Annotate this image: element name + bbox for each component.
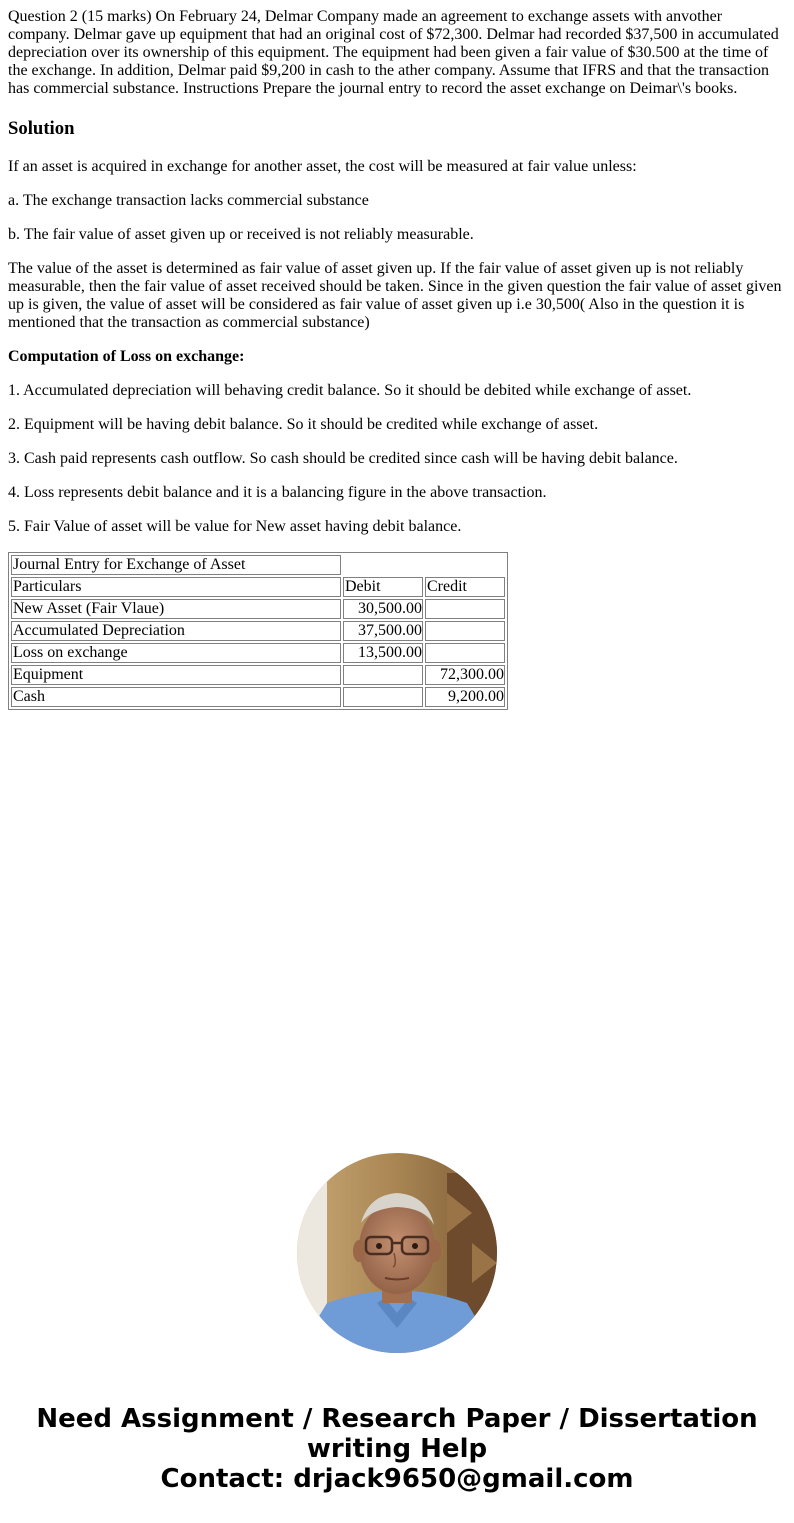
table-row	[11, 687, 505, 707]
table-header-row	[11, 577, 505, 597]
point-4: 4. Loss represents debit balance and it is a balancing figure in the above transaction.	[8, 484, 547, 501]
table-title: Journal Entry for Exchange of Asset	[11, 555, 341, 575]
point-3: 3. Cash paid represents cash outflow. So cash should be credited since cash will be having debit balance.	[8, 450, 678, 467]
promo-line-1: Need Assignment / Research Paper / Dissertation	[36, 1404, 758, 1434]
point-1: 1. Accumulated depreciation will behaving credit balance. So it should be debited while exchange of asset.	[8, 382, 692, 399]
credit-cell	[425, 621, 505, 641]
journal-entry-table	[8, 552, 508, 710]
particulars-cell: Equipment	[11, 665, 341, 685]
avatar	[297, 1153, 497, 1353]
solution-heading: Solution	[8, 118, 75, 139]
intro-text: If an asset is acquired in exchange for another asset, the cost will be measured at fair value unless:	[8, 158, 637, 175]
document-body	[8, 8, 786, 710]
table-row	[11, 665, 505, 685]
computation-heading: Computation of Loss on exchange:	[8, 348, 245, 365]
header-particulars: Particulars	[11, 577, 341, 597]
particulars-cell: Cash	[11, 687, 341, 707]
credit-cell	[425, 599, 505, 619]
debit-cell: 37,500.00	[343, 621, 423, 641]
promo-contact: Contact: drjack9650@gmail.com	[160, 1464, 634, 1494]
credit-cell	[425, 643, 505, 663]
table-row	[11, 621, 505, 641]
debit-cell	[343, 665, 423, 685]
question-text: Question 2 (15 marks) On February 24, Delmar Company made an agreement to exchange assets with anvother company. Delmar gave up equipment that had an original cost of $72,300. Delmar had recorded $37,500 in accumulated depreciation over its ownership of this equipment. The equipment had been given a fair value of $30.500 at the time of the exchange. In addition, Delmar paid $9,200 in cash to the ather company. Assume that IFRS and that the transaction has commercial substance. Instructions Prepare the journal entry to record the asset exchange on Deimar\'s books.	[8, 8, 779, 97]
condition-a: a. The exchange transaction lacks commercial substance	[8, 192, 369, 209]
promo-banner	[0, 1404, 794, 1494]
debit-cell	[343, 687, 423, 707]
particulars-cell: Accumulated Depreciation	[11, 621, 341, 641]
explanation-text: The value of the asset is determined as fair value of asset given up. If the fair value of asset given up is not reliably measurable, then the fair value of asset received should be taken. Since in the given question the fair value of asset given up is given, the value of asset will be considered as fair value of asset given up i.e 30,500( Also in the question it is mentioned that the transaction as commercial substance)	[8, 260, 782, 331]
header-debit: Debit	[343, 577, 423, 597]
particulars-cell: Loss on exchange	[11, 643, 341, 663]
credit-cell: 72,300.00	[425, 665, 505, 685]
condition-b: b. The fair value of asset given up or received is not reliably measurable.	[8, 226, 474, 243]
particulars-cell: New Asset (Fair Vlaue)	[11, 599, 341, 619]
table-row	[11, 643, 505, 663]
debit-cell: 13,500.00	[343, 643, 423, 663]
tutor-photo	[297, 1153, 497, 1353]
point-5: 5. Fair Value of asset will be value for New asset having debit balance.	[8, 518, 462, 535]
table-title-row	[11, 555, 505, 575]
table-row	[11, 599, 505, 619]
debit-cell: 30,500.00	[343, 599, 423, 619]
point-2: 2. Equipment will be having debit balance. So it should be credited while exchange of asset.	[8, 416, 599, 433]
credit-cell: 9,200.00	[425, 687, 505, 707]
header-credit: Credit	[425, 577, 505, 597]
promo-line-2: writing Help	[306, 1434, 488, 1464]
